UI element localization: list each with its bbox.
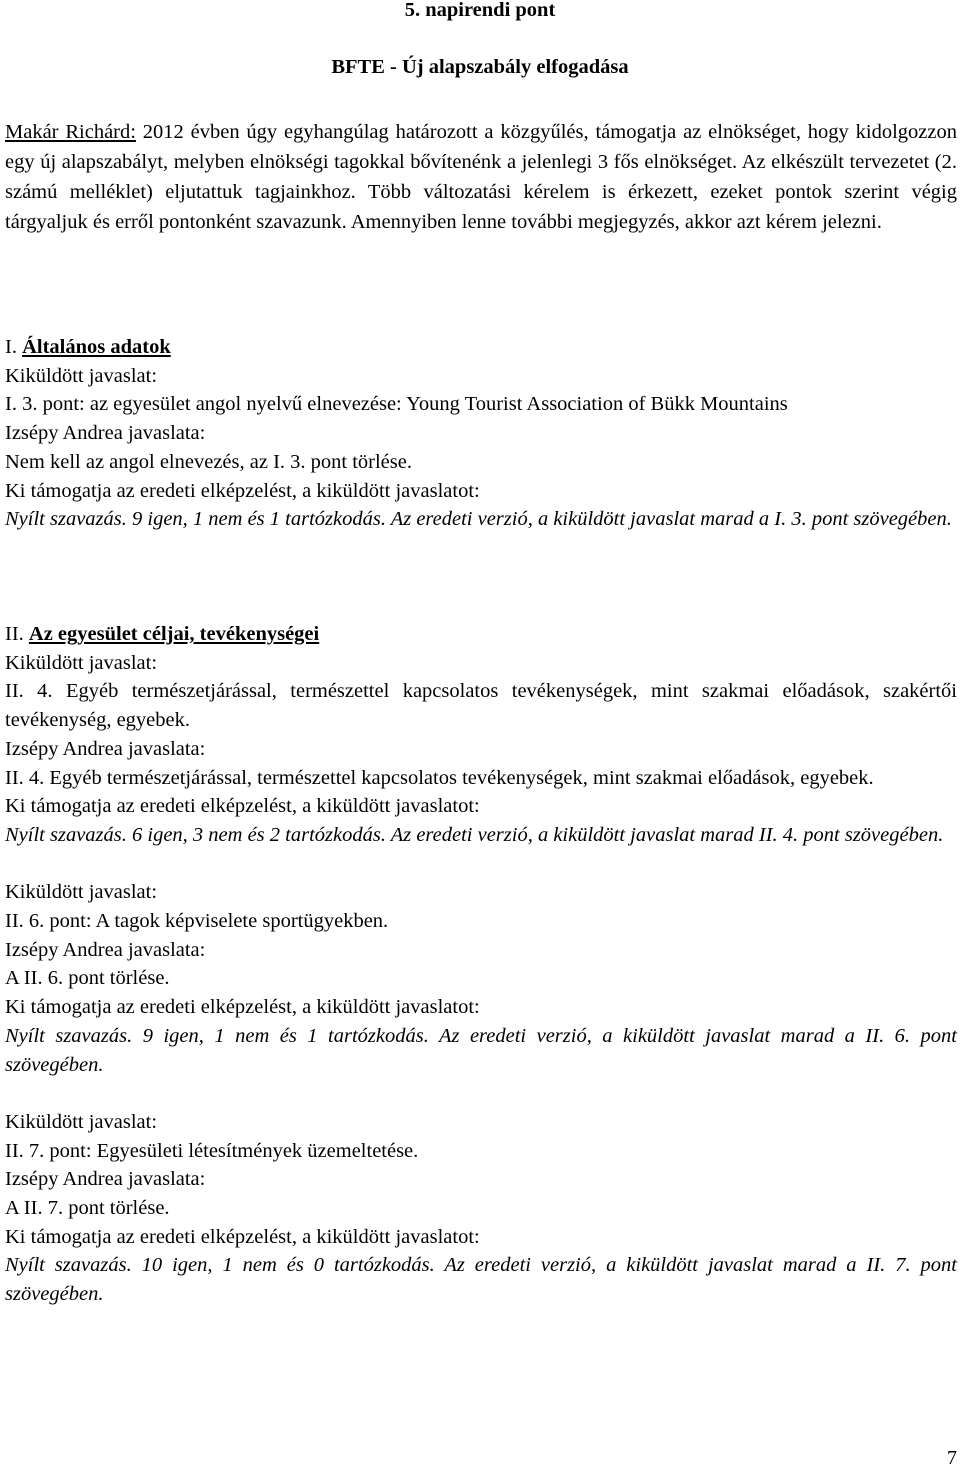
section-title: Általános adatok [22, 336, 171, 358]
alt-proposal-label: Izsépy Andrea javaslata: [5, 938, 206, 961]
document-title: BFTE - Új alapszabály elfogadása [331, 56, 629, 78]
speaker-name: Makár Richárd: [5, 121, 136, 143]
vote-result: Nyílt szavazás. 10 igen, 1 nem és 0 tartózkodás. Az eredeti verzió, a kiküldött javaslat marad a II. 7. pont szövegében. [5, 1254, 957, 1306]
section-title: Az egyesület céljai, tevékenységei [28, 623, 320, 645]
agenda-subitem [5, 878, 957, 1079]
section-heading: II. Az egyesület céljai, tevékenységei [5, 623, 320, 645]
alt-proposal-label: Izsépy Andrea javaslata: [5, 737, 206, 760]
proposal-label: Kiküldött javaslat: [5, 651, 158, 674]
vote-question: Ki támogatja az eredeti elképzelést, a kiküldött javaslatot: [5, 795, 480, 818]
proposal-text: II. 6. pont: A tagok képviselete sportügyekben. [5, 910, 389, 933]
vote-question: Ki támogatja az eredeti elképzelést, a kiküldött javaslatot: [5, 1225, 480, 1248]
vote-result: Nyílt szavazás. 6 igen, 3 nem és 2 tartózkodás. Az eredeti verzió, a kiküldött javaslat marad II. 4. pont szövegében. [5, 823, 944, 846]
alt-proposal-text: II. 4. Egyéb természetjárással, természettel kapcsolatos tevékenységek, mint szakmai előadások, egyebek. [5, 766, 874, 789]
alt-proposal-label: Izsépy Andrea javaslata: [5, 1168, 206, 1191]
alt-proposal-text: Nem kell az angol elnevezés, az I. 3. pont törlése. [5, 450, 412, 473]
page-number: 7 [947, 1447, 957, 1469]
agenda-subitem [5, 649, 957, 850]
proposal-text: I. 3. pont: az egyesület angol nyelvű elnevezése: Young Tourist Association of Bükk Mountains [5, 393, 788, 416]
vote-result: Nyílt szavazás. 9 igen, 1 nem és 1 tartózkodás. Az eredeti verzió, a kiküldött javaslat marad a II. 6. pont szövegében. [5, 1024, 957, 1076]
proposal-text: II. 4. Egyéb természetjárással, természettel kapcsolatos tevékenységek, mint szakmai előadások, szakértői tevékenység, egyebek. [5, 680, 957, 732]
intro-text: 2012 évben úgy egyhangúlag határozott a közgyűlés, támogatja az elnökséget, hogy kidolgozzon egy új alapszabályt, melyben elnökségi tagokkal bővítenénk a jelenlegi 3 fős elnökséget. Az elkészült tervezetet (2. számú melléklet) eljutattuk tagjainkhoz. Több változatási kérelem is érkezett, ezeket pontok szerint végig tárgyaljuk és erről pontonként szavazunk. Amennyiben lenne további megjegyzés, akkor azt kérem jelezni. [5, 121, 957, 233]
intro-paragraph [5, 117, 957, 237]
section-heading: I. Általános adatok [5, 336, 171, 358]
alt-proposal-text: A II. 6. pont törlése. [5, 967, 170, 990]
proposal-text: II. 7. pont: Egyesületi létesítmények üzemeltetése. [5, 1139, 419, 1162]
vote-result: Nyílt szavazás. 9 igen, 1 nem és 1 tartózkodás. Az eredeti verzió, a kiküldött javaslat marad a I. 3. pont szövegében. [5, 508, 952, 531]
proposal-label: Kiküldött javaslat: [5, 1110, 158, 1133]
alt-proposal-text: A II. 7. pont törlése. [5, 1197, 170, 1220]
section-goals-activities [5, 620, 957, 1309]
agenda-subitem [5, 1108, 957, 1309]
alt-proposal-label: Izsépy Andrea javaslata: [5, 422, 206, 445]
vote-question: Ki támogatja az eredeti elképzelést, a kiküldött javaslatot: [5, 479, 480, 502]
proposal-label: Kiküldött javaslat: [5, 364, 158, 387]
section-general-data [5, 333, 957, 534]
vote-question: Ki támogatja az eredeti elképzelést, a kiküldött javaslatot: [5, 996, 480, 1019]
proposal-label: Kiküldött javaslat: [5, 881, 158, 904]
agenda-item-heading: 5. napirendi pont [404, 0, 556, 21]
